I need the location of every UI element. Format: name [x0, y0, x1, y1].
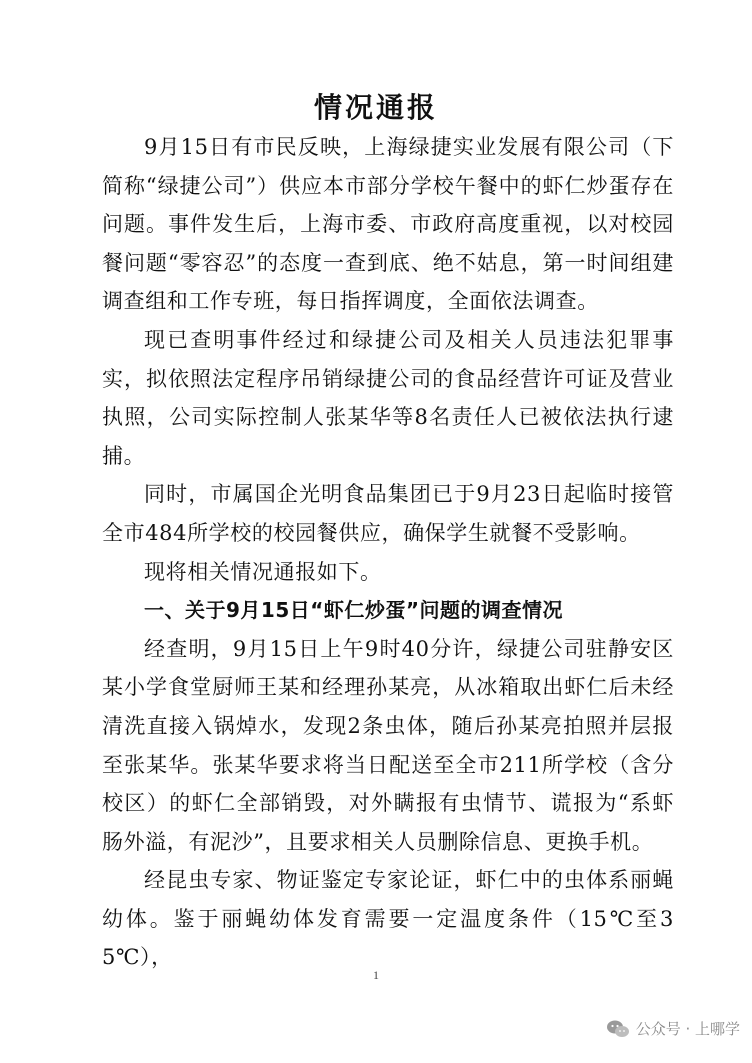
watermark-text: 公众号 · 上哪学: [635, 1020, 740, 1038]
wechat-icon: [606, 1019, 630, 1039]
paragraph-findings: 现已查明事件经过和绿捷公司及相关人员违法犯罪事实，拟依照法定程序吊销绿捷公司的食品经营许可证及营业执照，公司实际控制人张某华等8名责任人已被依法执行逮捕。: [102, 327, 674, 468]
paragraph-notice: 现将相关情况通报如下。: [144, 559, 382, 584]
page-number: 1: [373, 968, 379, 982]
paragraph-takeover: 同时，市属国企光明食品集团已于9月23日起临时接管全市484所学校的校园餐供应，确保学生就餐不受影响。: [102, 482, 674, 545]
section-heading-1: 一、关于9月15日“虾仁炒蛋”问题的调查情况: [144, 598, 564, 623]
paragraph-intro: 9月15日有市民反映，上海绿捷实业发展有限公司（下简称“绿捷公司”）供应本市部分学校午餐中的虾仁炒蛋存在问题。事件发生后，上海市委、市政府高度重视，以对校园餐问题“零容忍”的态度一查到底、绝不姑息，第一时间组建调查组和工作专班，每日指挥调度，全面依法调查。: [102, 135, 674, 314]
document-title: 情况通报: [313, 91, 438, 124]
paragraph-investigation: 经查明，9月15日上午9时40分许，绿捷公司驻静安区某小学食堂厨师王某和经理孙某亮，从冰箱取出虾仁后未经清洗直接入锅焯水，发现2条虫体，随后孙某亮拍照并层报至张某华。张某华要求将当日配送至全市211所学校（含分校区）的虾仁全部销毁，对外瞒报有虫情节、谎报为“系虾肠外溢，有泥沙”，且要求相关人员删除信息、更换手机。: [102, 636, 674, 854]
document-body: [102, 128, 674, 977]
paragraph-expert-opinion: 经昆虫专家、物证鉴定专家论证，虾仁中的虫体系丽蝇幼体。鉴于丽蝇幼体发育需要一定温度条件（15℃至35℃），: [102, 868, 674, 970]
watermark: [606, 1018, 740, 1039]
